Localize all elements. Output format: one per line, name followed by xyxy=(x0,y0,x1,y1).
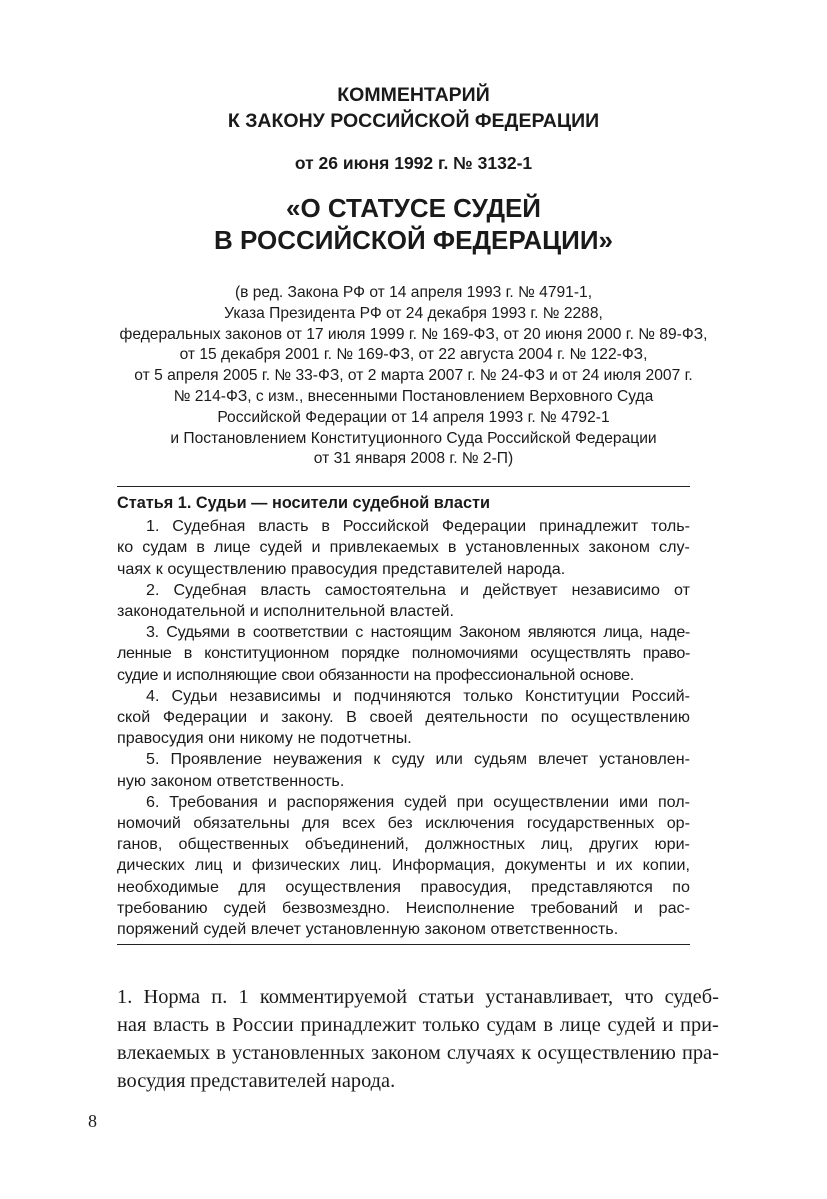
text-line xyxy=(117,792,690,813)
word: являются xyxy=(527,623,596,642)
text-line xyxy=(117,559,690,580)
word: Федерации xyxy=(162,708,248,727)
word: они xyxy=(208,729,236,748)
word: профессиональной xyxy=(435,665,576,684)
text-line xyxy=(117,622,690,643)
text-line xyxy=(117,1039,719,1067)
word: подчиняются xyxy=(353,686,452,705)
word: народа. xyxy=(507,559,566,578)
word: или xyxy=(435,750,463,769)
word: власть xyxy=(260,580,311,599)
word: 5. xyxy=(146,750,160,769)
word: государственных xyxy=(526,814,655,833)
article-clause xyxy=(117,580,690,622)
text-line xyxy=(117,919,690,940)
word: чаях xyxy=(117,559,152,578)
word: судьям xyxy=(473,750,528,769)
word: Проявление xyxy=(170,750,263,769)
word: для xyxy=(302,814,330,833)
word: законом xyxy=(370,1042,441,1064)
word: лиц, xyxy=(541,835,574,854)
word: пра- xyxy=(681,1042,719,1064)
text-line xyxy=(117,813,690,834)
text-line xyxy=(117,601,690,622)
word: и xyxy=(162,665,172,684)
word: только xyxy=(463,686,513,705)
word: пол- xyxy=(657,792,690,811)
word: судей xyxy=(259,538,303,557)
word: закону. xyxy=(281,708,334,727)
word: представителей xyxy=(382,559,503,578)
text-line xyxy=(117,771,690,792)
word: ими xyxy=(619,792,649,811)
word: принадлежит xyxy=(300,1014,416,1036)
word: своей xyxy=(369,708,413,727)
word: Информация, xyxy=(391,856,495,875)
word: наде- xyxy=(650,623,690,642)
word: не xyxy=(297,729,316,748)
word: что xyxy=(624,986,654,1008)
word: судей xyxy=(607,1014,656,1036)
word: влечет xyxy=(538,750,589,769)
word: законом xyxy=(150,771,213,790)
commentary-paragraph xyxy=(117,983,719,1095)
article-box xyxy=(117,493,690,940)
book-title-line-1: КОММЕНТАРИЙ xyxy=(337,84,490,106)
word: в xyxy=(321,517,330,536)
word: требованию xyxy=(117,898,208,917)
word: самостоятельна xyxy=(324,580,446,599)
word: власть xyxy=(153,1014,209,1036)
word: ленные xyxy=(117,644,172,663)
word: при xyxy=(456,792,484,811)
article-heading: Статья 1. Судьи — носители судебной власти xyxy=(117,494,490,512)
word: ную xyxy=(117,771,147,790)
word: властей. xyxy=(389,602,454,621)
word: и xyxy=(596,856,606,875)
word: ор- xyxy=(666,814,690,833)
word: судам xyxy=(486,1014,537,1036)
word: Требования xyxy=(169,792,259,811)
editions-line: (в ред. Закона РФ от 14 апреля 1993 г. № 4791-1, xyxy=(234,284,593,301)
word: в xyxy=(183,644,192,663)
word: осуществлять xyxy=(530,644,631,663)
word: полномочиями xyxy=(411,644,518,663)
word: копии, xyxy=(642,856,690,875)
word: и xyxy=(259,708,269,727)
word: основе. xyxy=(579,665,634,684)
word: 1 xyxy=(238,986,249,1008)
word: правосудия xyxy=(117,729,204,748)
text-line xyxy=(117,580,690,601)
word: требований xyxy=(530,898,619,917)
word: должностных xyxy=(424,835,525,854)
word: влекаемых xyxy=(117,1042,211,1064)
word: необходимые xyxy=(117,877,219,896)
word: дических xyxy=(117,856,185,875)
law-title-line-2: В РОССИЙСКОЙ ФЕДЕРАЦИИ» xyxy=(214,225,613,255)
word: влечет xyxy=(250,920,301,939)
text-line xyxy=(117,686,690,707)
word: всех xyxy=(342,814,376,833)
word: порядке xyxy=(341,644,400,663)
word: физических xyxy=(251,856,340,875)
word: 1. xyxy=(117,986,133,1008)
word: ко xyxy=(117,538,134,557)
word: В xyxy=(346,708,357,727)
word: неуважения xyxy=(273,750,363,769)
text-line xyxy=(117,665,690,686)
word: Федерации xyxy=(441,517,527,536)
text-line xyxy=(117,834,690,855)
word: ответственность. xyxy=(490,920,619,939)
word: независимы xyxy=(229,686,321,705)
word: ской xyxy=(117,708,151,727)
word: поряжений xyxy=(117,920,199,939)
text-line xyxy=(117,855,690,876)
word: Законом xyxy=(459,623,521,642)
word: установленных xyxy=(231,1042,365,1064)
word: их xyxy=(615,856,633,875)
text-line xyxy=(117,1067,719,1095)
word: объединений, xyxy=(304,835,409,854)
word: осуществлению xyxy=(570,708,690,727)
word: статьи xyxy=(418,986,475,1008)
word: исполняющие xyxy=(175,665,277,684)
word: 6. xyxy=(146,792,160,811)
word: в xyxy=(216,1042,226,1064)
word: к xyxy=(155,559,163,578)
word: законом xyxy=(424,920,486,939)
law-date: от 26 июня 1992 г. № 3132-1 xyxy=(294,153,533,173)
word: установленных xyxy=(465,538,580,557)
word: право- xyxy=(642,644,690,663)
word: власть xyxy=(258,517,309,536)
word: для xyxy=(238,877,266,896)
law-title-line-1: «О СТАТУСЕ СУДЕЙ xyxy=(286,193,541,223)
word: номочий xyxy=(117,814,181,833)
word: лице xyxy=(559,1014,601,1036)
word: правосудия xyxy=(290,559,378,578)
word: по xyxy=(672,877,690,896)
text-line xyxy=(117,749,690,770)
word: никому xyxy=(239,729,293,748)
word: 3. xyxy=(146,623,159,642)
word: по xyxy=(540,708,559,727)
editions-line: от 5 апреля 2005 г. № 33-ФЗ, от 2 марта 2007 г. № 24-ФЗ и от 24 июля 2007 г. xyxy=(134,367,693,385)
word: законодательной xyxy=(117,602,246,621)
word: безвозмездно. xyxy=(282,898,390,917)
word: лица, xyxy=(603,623,643,642)
text-line xyxy=(117,516,690,537)
word: 4. xyxy=(146,686,160,705)
word: осуществлении xyxy=(493,792,610,811)
word: 2. xyxy=(146,580,160,599)
word: ная xyxy=(117,1014,147,1036)
word: Конституции xyxy=(525,686,620,705)
word: в xyxy=(215,1014,226,1036)
word: документы xyxy=(505,856,587,875)
word: Неисполнение xyxy=(405,898,515,917)
word: осуществлению xyxy=(167,559,287,578)
word: исключения xyxy=(425,814,515,833)
word: ответственность. xyxy=(216,771,345,790)
word: юри- xyxy=(654,835,690,854)
article-clause xyxy=(117,749,690,791)
word: деятельности xyxy=(425,708,529,727)
word: с xyxy=(355,623,363,642)
word: в xyxy=(237,623,246,642)
word: в xyxy=(447,538,457,557)
word: 1. xyxy=(146,517,160,536)
word: судей xyxy=(223,898,267,917)
word: Российской xyxy=(342,517,430,536)
word: обязанности xyxy=(318,665,410,684)
word: обязательны xyxy=(193,814,290,833)
article-top-rule xyxy=(117,486,690,487)
word: и xyxy=(267,792,277,811)
word: конституционном xyxy=(204,644,330,663)
word: установленную xyxy=(305,920,420,939)
editions-line: Указа Президента РФ от 24 декабря 1993 г. № 2288, xyxy=(224,304,603,322)
word: п. xyxy=(211,986,228,1008)
article-clause xyxy=(117,516,690,580)
word: судей xyxy=(203,920,247,939)
word: представляются xyxy=(531,877,653,896)
word: установлен- xyxy=(599,750,690,769)
article-clause xyxy=(117,622,690,686)
word: других xyxy=(589,835,639,854)
word: народа. xyxy=(330,1070,396,1092)
text-line xyxy=(117,1011,719,1039)
editions-line: № 214-ФЗ, с изм., внесенными Постановлением Верховного Суда xyxy=(173,387,654,405)
text-line xyxy=(117,707,690,728)
editions-line: и Постановлением Конституционного Суда Российской Федерации xyxy=(170,429,657,447)
word: Россий- xyxy=(631,686,690,705)
article-clause xyxy=(117,792,690,940)
word: России xyxy=(232,1014,294,1036)
word: действует xyxy=(482,580,558,599)
word: лице xyxy=(214,538,251,557)
word: к xyxy=(521,1042,532,1064)
word: на xyxy=(413,665,431,684)
word: и xyxy=(232,856,242,875)
word: и xyxy=(311,538,321,557)
editions-line: Российской Федерации от 14 апреля 1993 г. № 4792-1 xyxy=(217,408,610,426)
word: привлекаемых xyxy=(329,538,439,557)
word: исполнительной xyxy=(263,602,386,621)
word: в xyxy=(543,1014,553,1036)
word: толь- xyxy=(651,517,690,536)
word: подотчетны. xyxy=(320,729,412,748)
word: Судьями xyxy=(166,623,230,642)
word: от xyxy=(674,580,690,599)
word: и xyxy=(662,1014,674,1036)
page-number: 8 xyxy=(88,1111,97,1131)
word: суду xyxy=(391,750,425,769)
word: комментируемой xyxy=(259,986,408,1008)
word: соответствии xyxy=(252,623,348,642)
article-bottom-rule xyxy=(117,944,690,945)
word: судеб- xyxy=(664,986,719,1008)
word: и xyxy=(633,898,643,917)
word: случаях xyxy=(446,1042,516,1064)
word: рас- xyxy=(658,898,690,917)
word: независимо xyxy=(571,580,660,599)
word: осуществления xyxy=(285,877,401,896)
text-line xyxy=(117,983,719,1011)
word: Судьи xyxy=(171,686,218,705)
word: при- xyxy=(680,1014,719,1036)
editions-line: от 31 января 2008 г. № 2-П) xyxy=(313,450,514,468)
text-line xyxy=(117,728,690,749)
word: судам xyxy=(142,538,188,557)
text-line xyxy=(117,898,690,919)
word: представителей xyxy=(190,1070,327,1092)
word: Норма xyxy=(143,986,201,1008)
word: ганов, xyxy=(117,835,163,854)
word: лиц. xyxy=(349,856,382,875)
word: Судебная xyxy=(173,580,247,599)
text-line xyxy=(117,877,690,898)
word: лиц xyxy=(194,856,223,875)
text-line xyxy=(117,643,690,664)
word: судие xyxy=(117,665,159,684)
book-title-line-2: К ЗАКОНУ РОССИЙСКОЙ ФЕДЕРАЦИИ xyxy=(227,110,600,132)
editions-note xyxy=(80,283,747,470)
word: и xyxy=(459,580,469,599)
word: принадлежит xyxy=(539,517,639,536)
word: правосудия, xyxy=(420,877,512,896)
word: распоряжения xyxy=(286,792,395,811)
word: и xyxy=(332,686,342,705)
word: только xyxy=(422,1014,480,1036)
article-body xyxy=(117,516,690,940)
text-line xyxy=(117,537,690,558)
word: общественных xyxy=(178,835,289,854)
word: настоящим xyxy=(370,623,452,642)
editions-line: от 15 декабря 2001 г. № 169-ФЗ, от 22 августа 2004 г. № 122-ФЗ, xyxy=(179,346,648,364)
word: Судебная xyxy=(172,517,246,536)
word: к xyxy=(373,750,381,769)
word: свои xyxy=(281,665,315,684)
word: судей xyxy=(404,792,447,811)
editions-line: федеральных законов от 17 июля 1999 г. № 169-ФЗ, от 20 июня 2000 г. № 89-ФЗ, xyxy=(119,325,708,343)
word: без xyxy=(387,814,413,833)
word: в xyxy=(196,538,205,557)
word: восудия xyxy=(117,1070,186,1092)
word: законом xyxy=(588,538,650,557)
word: слу- xyxy=(659,538,690,557)
article-clause xyxy=(117,686,690,750)
word: устанавливает, xyxy=(485,986,614,1008)
word: и xyxy=(249,602,259,621)
word: осуществлению xyxy=(537,1042,676,1064)
